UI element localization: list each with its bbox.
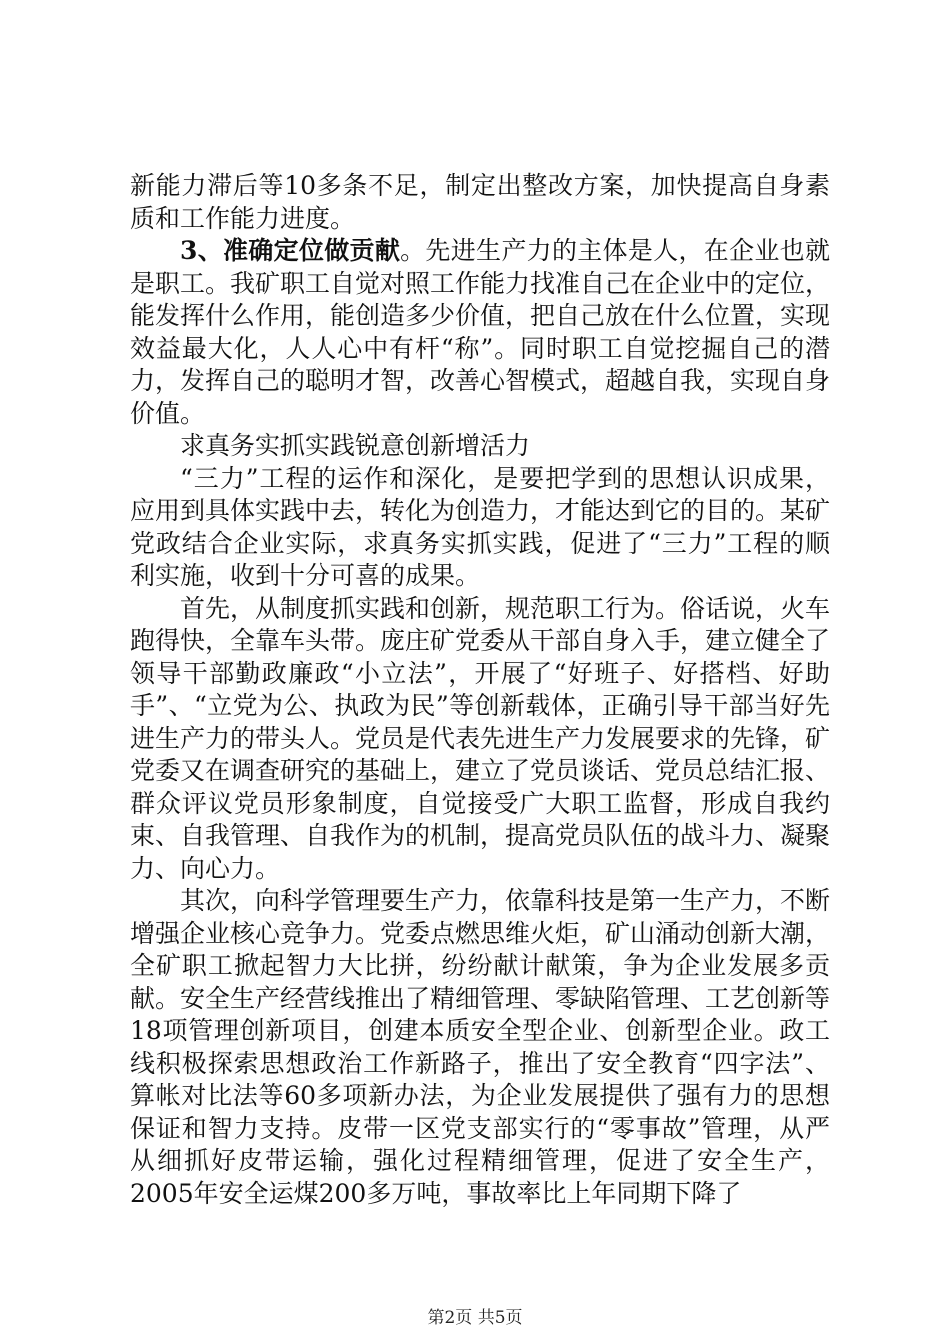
section-heading: 3、准确定位做贡献 bbox=[180, 236, 401, 265]
paragraph-text: “三力”工程的运作和深化，是要把学到的思想认识成果，应用到具体实践中去，转化为创造力，才能达到它的目的。某矿党政结合企业实际，求真务实抓实践，促进了“三力”工程的顺利实施，收到十分可喜的成果。 bbox=[130, 463, 831, 590]
paragraph-positioning bbox=[130, 235, 830, 430]
section-title bbox=[130, 430, 830, 463]
paragraph-intro bbox=[130, 463, 830, 593]
paragraph-text: 其次，向科学管理要生产力，依靠科技是第一生产力，不断增强企业核心竞争力。党委点燃思维火炬，矿山涌动创新大潮，全矿职工掀起智力大比拼，纷纷献计献策，争为企业发展多贡献。安全生产经营线推出了精细管理、零缺陷管理、工艺创新等18项管理创新项目，创建本质安全型企业、创新型企业。政工线积极探索思想政治工作新路子，推出了安全教育“四字法”、算帐对比法等60多项新办法，为企业发展提供了强有力的思想保证和智力支持。皮带一区党支部实行的“零事故”管理，从严从细抓好皮带运输，强化过程精细管理，促进了安全生产，2005年安全运煤200多万吨，事故率比上年同期下降了 bbox=[130, 886, 831, 1208]
paragraph-continuation bbox=[130, 170, 830, 235]
page-number: 第2页 共5页 bbox=[427, 1308, 523, 1328]
paragraph-text: 首先，从制度抓实践和创新，规范职工行为。俗话说，火车跑得快，全靠车头带。庞庄矿党委从干部自身入手，建立健全了领导干部勤政廉政“小立法”，开展了“好班子、好搭档、好助手”、“立党为公、执政为民”等创新载体，正确引导干部当好先进生产力的带头人。党员是代表先进生产力发展要求的先锋，矿党委又在调查研究的基础上，建立了党员谈话、党员总结汇报、群众评议党员形象制度，自觉接受广大职工监督，形成自我约束、自我管理、自我作为的机制，提高党员队伍的战斗力、凝聚力、向心力。 bbox=[130, 593, 831, 883]
page-footer bbox=[0, 1303, 950, 1328]
paragraph-text: 。先进生产力的主体是人，在企业也就是职工。我矿职工自觉对照工作能力找准自己在企业中的定位，能发挥什么作用，能创造多少价值，把自己放在什么位置，实现效益最大化，人人心中有杆“称”。同时职工自觉挖掘自己的潜力，发挥自己的聪明才智，改善心智模式，超越自我，实现自身价值。 bbox=[130, 236, 831, 428]
paragraph-first bbox=[130, 593, 830, 886]
document-body bbox=[130, 170, 830, 1210]
paragraph-text: 新能力滞后等10多条不足，制定出整改方案，加快提高自身素质和工作能力进度。 bbox=[130, 171, 830, 233]
section-title-text: 求真务实抓实践锐意创新增活力 bbox=[180, 431, 531, 460]
paragraph-second bbox=[130, 885, 830, 1210]
